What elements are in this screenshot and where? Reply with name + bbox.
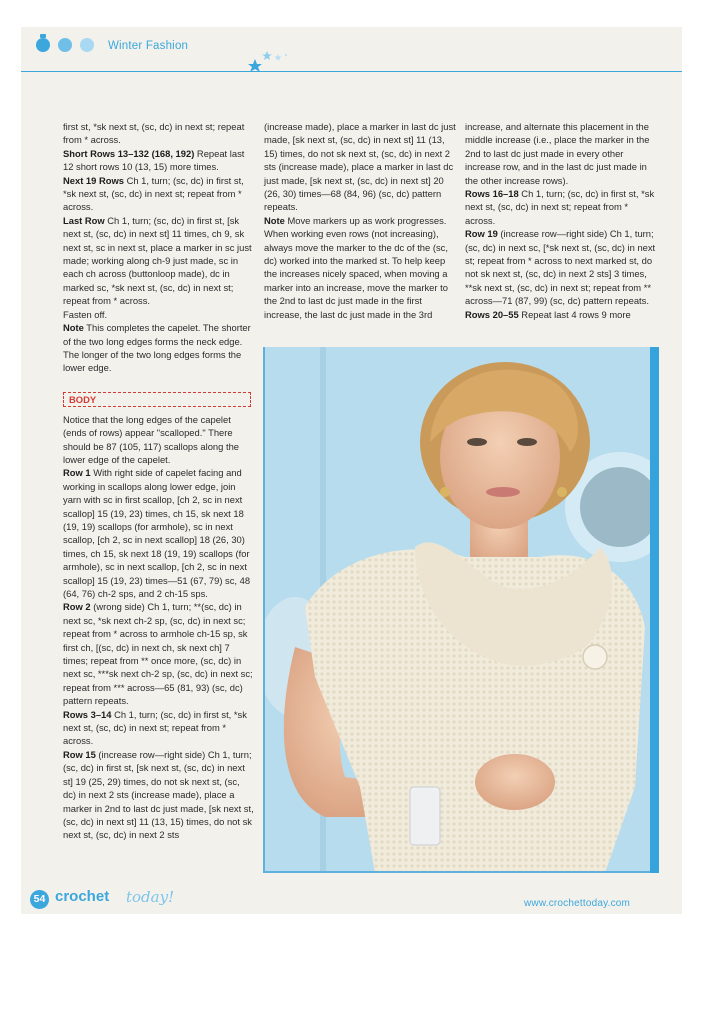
body-section-heading: BODY — [63, 392, 251, 407]
paragraph: Short Rows 13–132 (168, 192) Repeat last 12 short rows 10 (13, 15) more times. — [63, 147, 245, 173]
paragraph: Fasten off. — [63, 308, 108, 320]
paragraph: Row 2 (wrong side) Ch 1, turn; **(sc, dc) in next sc, *sk next ch-2 sp, (sc, dc) in next sc; repeat from * across to armhole ch-15 sp, sk first ch, [(sc, dc) in next ch, sk next ch] 7 times; repeat from ** once more, (sc, dc) in next sc, ***sk next ch-2 sp, (sc, dc) in next sc; repeat from *** across—65 (81, 93) (sc, dc) pattern repeats. — [63, 601, 253, 707]
paragraph: Rows 16–18 Ch 1, turn; (sc, dc) in first st, *sk next st, (sc, dc) in next st; repeat from * across. — [465, 188, 655, 226]
page-header — [21, 27, 682, 77]
paragraph: Next 19 Rows Ch 1, turn; (sc, dc) in first st, *sk next st, (sc, dc) in next st; repeat from * across. — [63, 174, 244, 213]
model-photo — [263, 347, 652, 873]
text-column-3 — [465, 120, 657, 321]
text-column-2 — [264, 120, 456, 321]
paragraph: Row 19 (increase row—right side) Ch 1, turn; (sc, dc) in next sc, [*sk next st, (sc, dc) in next st; repeat from * across to next marked st, do not sk next st, (sc, dc) in next 2 sts] 3 times, **sk next st, (sc, dc) in next st; repeat from ** across—71 (87, 99) (sc, dc) pattern repeats. — [465, 228, 656, 307]
ornament-icon — [36, 38, 50, 52]
header-rule — [21, 71, 682, 72]
circle-dot-icon — [58, 38, 72, 52]
paragraph: Note Move markers up as work progresses. When working even rows (not increasing), always move the marker to the dc of the (sc, dc) worked into the marked st. To help keep the increases nicely spaced, when moving a marker into an increase, move the marker to the 2nd to last dc just made in the first increase, the last dc just made in the 3rd — [264, 214, 448, 320]
paragraph: (increase made), place a marker in last dc just made, [sk next st, (sc, dc) in next st] 11 (13, 15) times, do not sk next st, (sc, dc) in next 2 sts (increase made), place a marker in last dc just made, [sk next st, (sc, dc) in next st] 20 (26, 30) times—68 (84, 96) (sc, dc) pattern repeats. — [264, 121, 456, 213]
stars-icon — [248, 51, 308, 77]
paragraph: increase, and alternate this placement in the middle increase (i.e., place the marker in the 2nd to last dc just made in every other increase row, and in the last dc just made in the other increase rows). — [465, 121, 650, 186]
website-url[interactable]: www.crochettoday.com — [524, 898, 631, 909]
paragraph: first st, *sk next st, (sc, dc) in next st; repeat from * across. — [63, 121, 245, 146]
magazine-name: crochet — [55, 888, 110, 905]
paragraph: Notice that the long edges of the capelet (ends of rows) appear "scalloped." There should be 87 (105, 117) scallops along the lower edge of the capelet. — [63, 413, 239, 465]
section-title: Winter Fashion — [108, 40, 189, 52]
paragraph: Row 15 (increase row—right side) Ch 1, turn; (sc, dc) in first st, [sk next st, (sc, dc) in next st] 19 (25, 29) times, do not sk next st, (sc, dc) in next 2 sts (increase made), place a marker in 2nd to last dc just made, [sk next st, (sc, dc) in next st] 11 (13, 15) times, do not sk next st, (sc, dc) in next 2 sts — [63, 748, 254, 841]
magazine-script-name: today! — [126, 888, 175, 906]
paragraph: Last Row Ch 1, turn; (sc, dc) in first st, [sk next st, (sc, dc) in next st] 11 times, ch 9, sk next st, sc in next st, place a marker in sc just made; working along ch-9 just made, sc in each ch across (buttonloop made), dc in marked sc, *sk next st, (sc, dc) in next st; repeat from * across. — [63, 214, 252, 307]
page-number: 54 — [30, 890, 49, 909]
paragraph: Row 1 With right side of capelet facing and working in scallops along lower edge, join yarn with sc in first scallop, [ch 2, sc in next scallop] 15 (19, 23) times, ch 15, sk next 18 (19, 19) scallops (for armhole), sc in next scallop, [ch 2, sc in next scallop] 18 (26, 30) times, ch 15, sk next 18 (19, 19) scallops (for armhole), sc in next scallop, [ch 2, sc in next scallop] 15 (19, 23) times—51 (67, 79) sc, 48 (64, 76) ch-2 sps, and 2 ch-15 sps. — [63, 467, 251, 599]
circle-dot-icon — [80, 38, 94, 52]
paragraph: Rows 3–14 Ch 1, turn; (sc, dc) in first st, *sk next st, (sc, dc) in next st; repeat from * across. — [63, 708, 247, 747]
text-column-1 — [63, 120, 255, 842]
paragraph: Note This completes the capelet. The shorter of the two long edges forms the neck edge. The longer of the two long edges forms the lower edge. — [63, 322, 251, 374]
magazine-page — [21, 27, 682, 914]
photo-accent-strip — [650, 347, 659, 873]
paragraph: Rows 20–55 Repeat last 4 rows 9 more — [465, 308, 631, 320]
